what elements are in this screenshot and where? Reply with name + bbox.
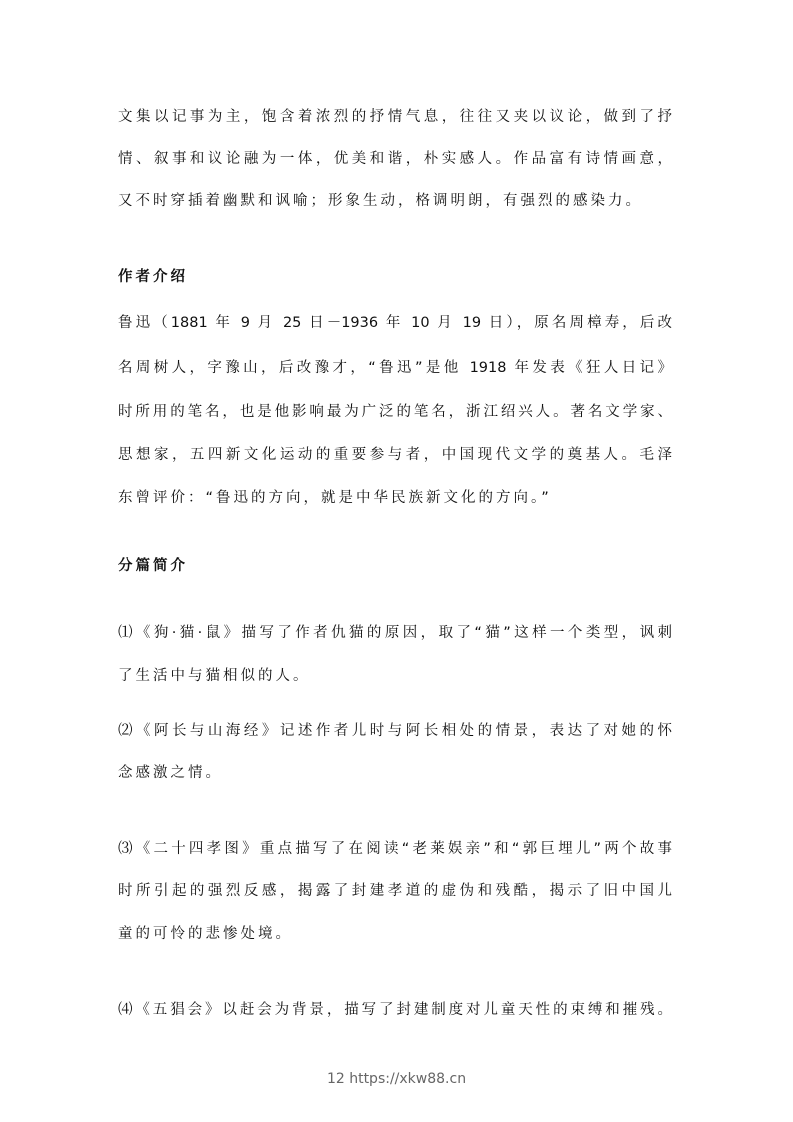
text-line: 念感激之情。 bbox=[118, 765, 223, 781]
text-line: ⑶《二十四孝图》重点描写了在阅读“老莱娱亲”和“郭巨埋儿”两个故事 bbox=[118, 841, 672, 857]
text-line: 思想家，五四新文化运动的重要参与者，中国现代文学的奠基人。毛泽 bbox=[118, 447, 672, 463]
section-heading-chapters: 分篇简介 bbox=[118, 558, 188, 574]
text-line: 又不时穿插着幽默和讽喻；形象生动，格调明朗，有强烈的感染力。 bbox=[118, 193, 643, 209]
text-line: 鲁迅（1881 年 9 月 25 日－1936 年 10 月 19 日），原名周樟寿，后改 bbox=[118, 315, 672, 331]
text-line: 时所用的笔名，也是他影响最为广泛的笔名，浙江绍兴人。著名文学家、 bbox=[118, 404, 672, 420]
text-line: 名周树人，字豫山，后改豫才，“鲁迅”是他 1918 年发表《狂人日记》 bbox=[118, 360, 672, 376]
text-line: 了生活中与猫相似的人。 bbox=[118, 668, 311, 684]
page-footer: 12 https://xkw88.cn bbox=[326, 1071, 467, 1087]
text-line: ⑴《狗·猫·鼠》描写了作者仇猫的原因，取了“猫”这样一个类型，讽刺 bbox=[118, 625, 672, 641]
text-line: 情、叙事和议论融为一体，优美和谐，朴实感人。作品富有诗情画意， bbox=[118, 151, 672, 167]
section-heading-author: 作者介绍 bbox=[118, 269, 188, 285]
text-line: ⑵《阿长与山海经》记述作者儿时与阿长相处的情景，表达了对她的怀 bbox=[118, 723, 672, 739]
text-line: 文集以记事为主，饱含着浓烈的抒情气息，往往又夹以议论，做到了抒 bbox=[118, 109, 672, 125]
text-line: ⑷《五猖会》以赶会为背景，描写了封建制度对儿童天性的束缚和摧残。 bbox=[118, 1002, 672, 1018]
text-line: 东曾评价：“鲁迅的方向，就是中华民族新文化的方向。” bbox=[118, 490, 552, 506]
text-line: 时所引起的强烈反感，揭露了封建孝道的虚伪和残酷，揭示了旧中国儿 bbox=[118, 883, 672, 899]
text-line: 童的可怜的悲惨处境。 bbox=[118, 926, 293, 942]
